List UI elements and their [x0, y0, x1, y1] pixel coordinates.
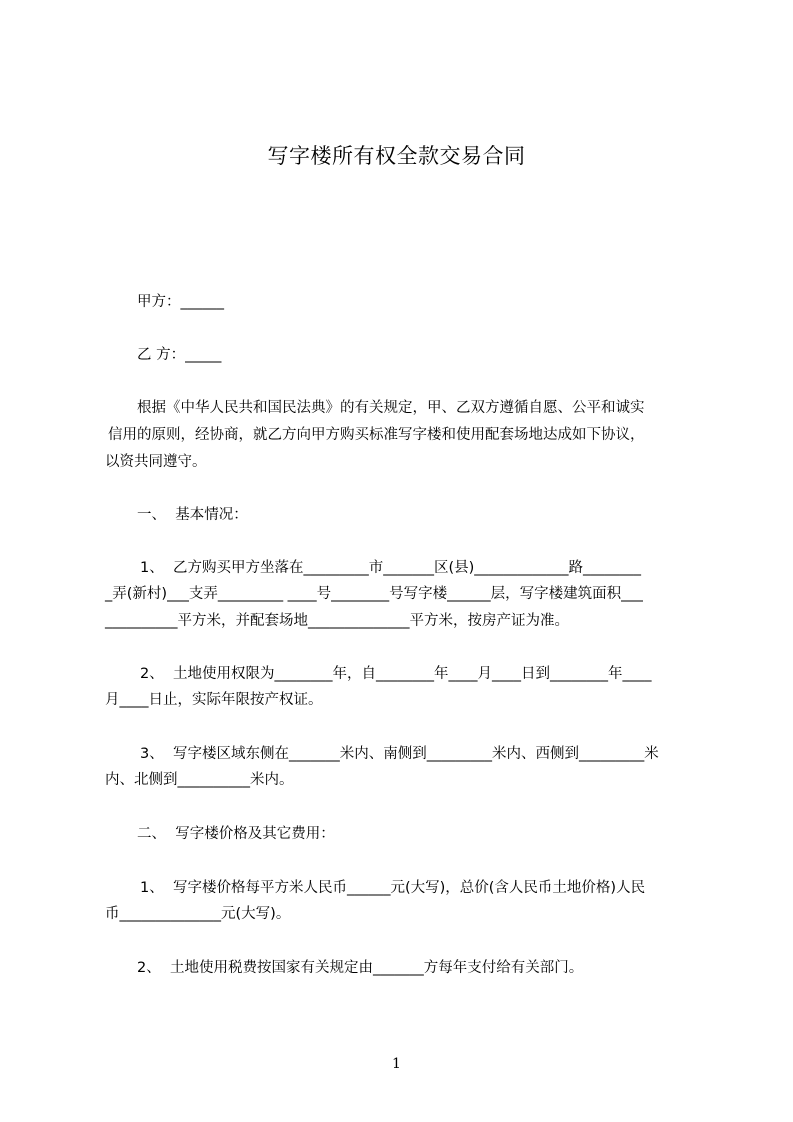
clause-line: 月____日止，实际年限按产权证。	[105, 692, 323, 708]
clause-line: 币______________元(大写)。	[105, 906, 291, 922]
preamble-line: 以资共同遵守。	[105, 454, 207, 470]
party-b: 乙 方：_____	[137, 347, 222, 363]
clause-line: 内、北侧到__________米内。	[105, 772, 294, 788]
preamble-line: 信用的原则，经协商，就乙方向甲方购买标准写字楼和使用配套场地达成如下协议，	[108, 427, 645, 443]
clause-line: 1、 写字楼价格每平方米人民币______元(大写)，总价(含人民币土地价格)人民	[140, 880, 646, 896]
party-a: 甲方：______	[137, 294, 224, 310]
clause-line: __________平方米，并配套场地______________平方米，按房产证为准。	[105, 613, 569, 629]
clause-line: 1、 乙方购买甲方坐落在_________市_______区(县)_____________路________	[140, 560, 642, 576]
clause-line: _弄(新村)___支弄_________ ____号________号写字楼______层，写字楼建筑面积___	[105, 586, 643, 602]
section-heading: 一、 基本情况：	[137, 507, 248, 523]
page-number: 1	[392, 1056, 401, 1072]
clause-line: 2、 土地使用税费按国家有关规定由_______方每年支付给有关部门。	[137, 960, 584, 976]
preamble-line: 根据《中华人民共和国民法典》的有关规定，甲、乙双方遵循自愿、公平和诚实	[137, 400, 645, 416]
clause-line: 2、 土地使用权限为________年，自________年____月____日到________年____	[140, 666, 652, 682]
section-heading: 二、 写字楼价格及其它费用：	[137, 826, 335, 842]
clause-line: 3、 写字楼区域东侧在_______米内、南侧到_________米内、西侧到_________米	[140, 746, 659, 762]
page-title: 写字楼所有权全款交易合同	[267, 144, 526, 168]
